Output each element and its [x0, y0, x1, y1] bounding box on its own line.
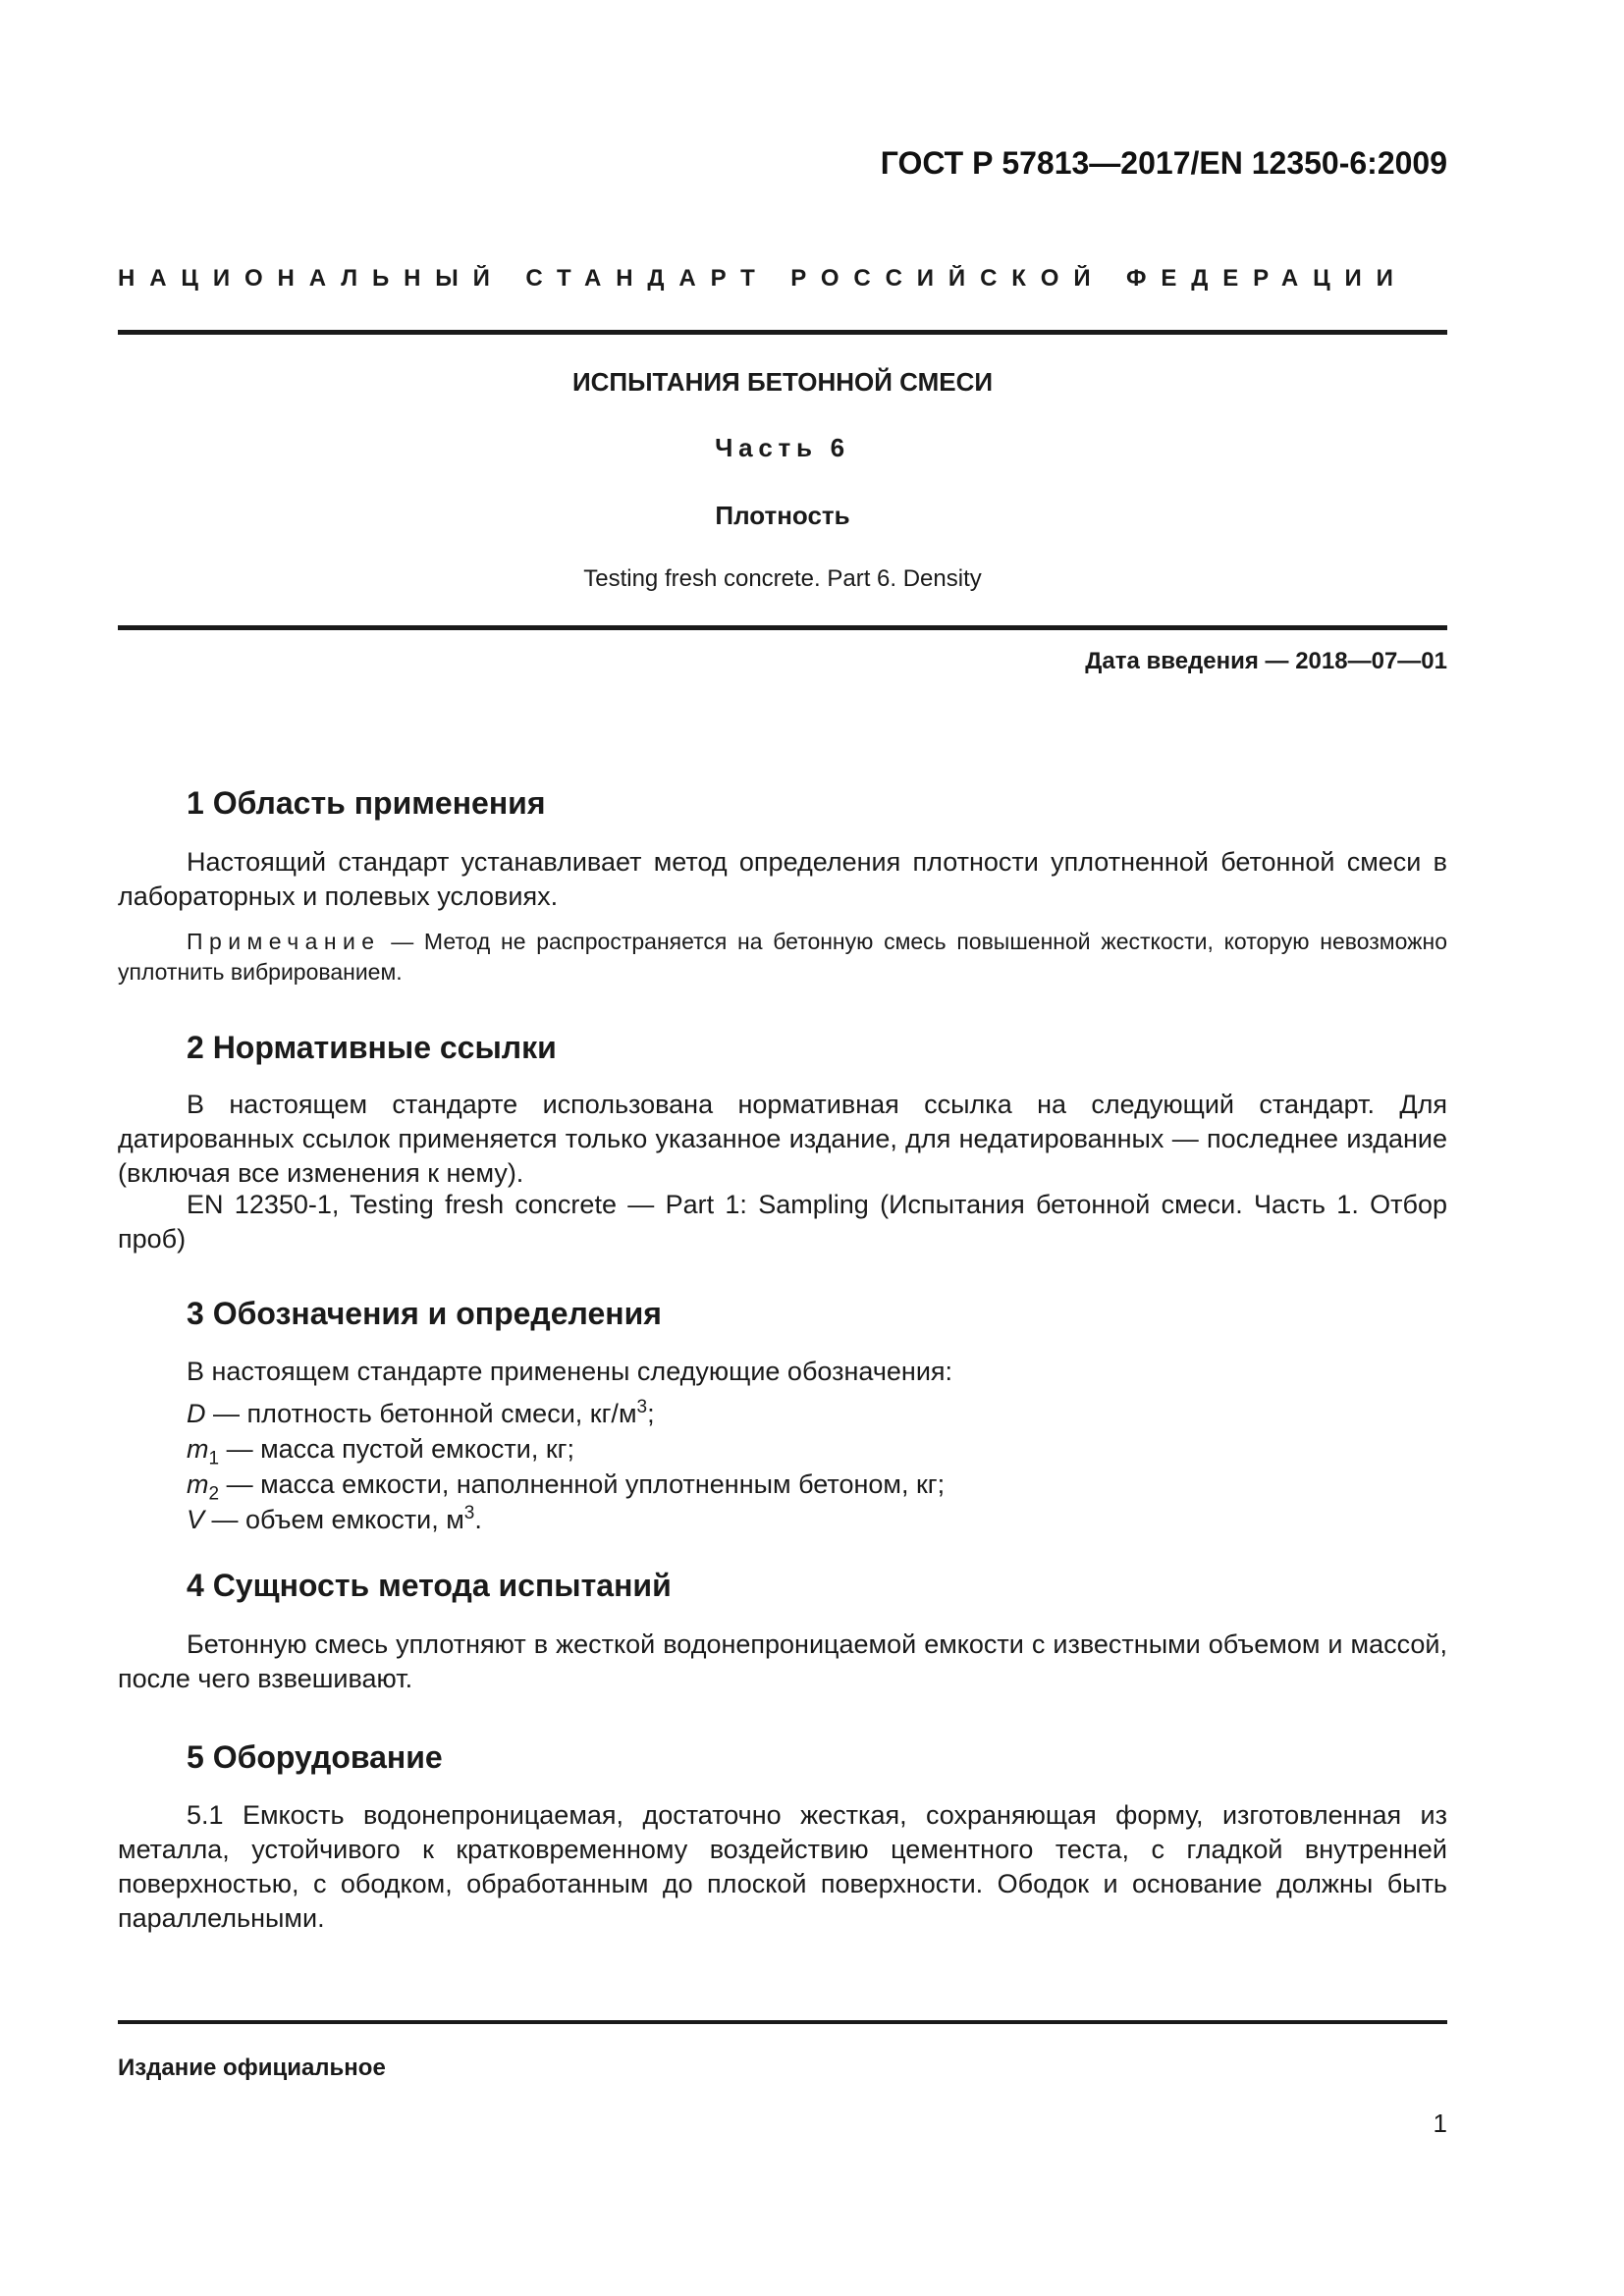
symbol-definition: $m_1$ — масса пустой емкости, кг; — [187, 1434, 574, 1469]
symbol-definition: D — плотность бетонной смеси, $кг/м^3$; — [187, 1397, 655, 1428]
symbol-definition: V — объем емкости, $м^3$. — [187, 1503, 482, 1534]
english-title: Testing fresh concrete. Part 6. Density — [583, 565, 982, 592]
section-1-text: Настоящий стандарт устанавливает метод определения плотности уплотненной бетонной смеси в лабораторных и полевых условиях. — [118, 847, 1447, 911]
section-2-heading: 2 Нормативные ссылки — [187, 1030, 557, 1065]
section-5-text: 5.1 Емкость водонепроницаемая, достаточно жесткая, сохраняющая форму, изготовленная из металла, устойчивого к кратковременному воздействию цементного теста, с гладкой внутренней поверхностью, с ободком, обработанным до плоской поверхности. Ободок и основание должны быть параллельными. — [118, 1800, 1447, 1933]
header-divider — [118, 330, 1447, 335]
section-4-text: Бетонную смесь уплотняют в жесткой водонепроницаемой емкости с известными объемом и массой, после чего взвешивают. — [118, 1629, 1447, 1693]
section-1-heading: 1 Область применения — [187, 785, 546, 821]
section-3-intro: В настоящем стандарте применены следующие обозначения: — [187, 1357, 953, 1386]
note-text: — Метод не распространяется на бетонную смесь повышенной жесткости, которую невозможно уплотнить вибрированием. — [118, 929, 1447, 985]
standard-subtitle: Плотность — [715, 501, 850, 530]
section-5-heading: 5 Оборудование — [187, 1739, 443, 1775]
note-label: Примечание — [187, 929, 381, 954]
section-1-note — [118, 927, 1447, 988]
footer-divider — [118, 2020, 1447, 2024]
symbol-definition: $m_2$ — масса емкости, наполненной уплотненным бетоном, кг; — [187, 1469, 946, 1505]
section-2-reference: EN 12350-1, Testing fresh concrete — Part 1: Sampling (Испытания бетонной смеси. Часть 1. Отбор проб) — [118, 1190, 1447, 1254]
document-code: ГОСТ Р 57813—2017/EN 12350-6:2009 — [880, 145, 1447, 181]
section-2-text: В настоящем стандарте использована нормативная ссылка на следующий стандарт. Для датированных ссылок применяется только указанное издание, для недатированных — последнее издание (включая все изменения к нему). — [118, 1090, 1447, 1188]
standard-part: Часть 6 — [715, 433, 850, 462]
section-3-heading: 3 Обозначения и определения — [187, 1296, 662, 1331]
title-divider — [118, 625, 1447, 630]
page-number: 1 — [1433, 2109, 1447, 2138]
national-standard-banner: НАЦИОНАЛЬНЫЙ СТАНДАРТ РОССИЙСКОЙ ФЕДЕРАЦИИ — [118, 265, 1408, 292]
introduction-date: Дата введения — 2018—07—01 — [1085, 648, 1447, 674]
official-edition-label: Издание официальное — [118, 2055, 386, 2081]
standard-title: ИСПЫТАНИЯ БЕТОННОЙ СМЕСИ — [571, 367, 994, 397]
section-4-heading: 4 Сущность метода испытаний — [187, 1568, 672, 1603]
